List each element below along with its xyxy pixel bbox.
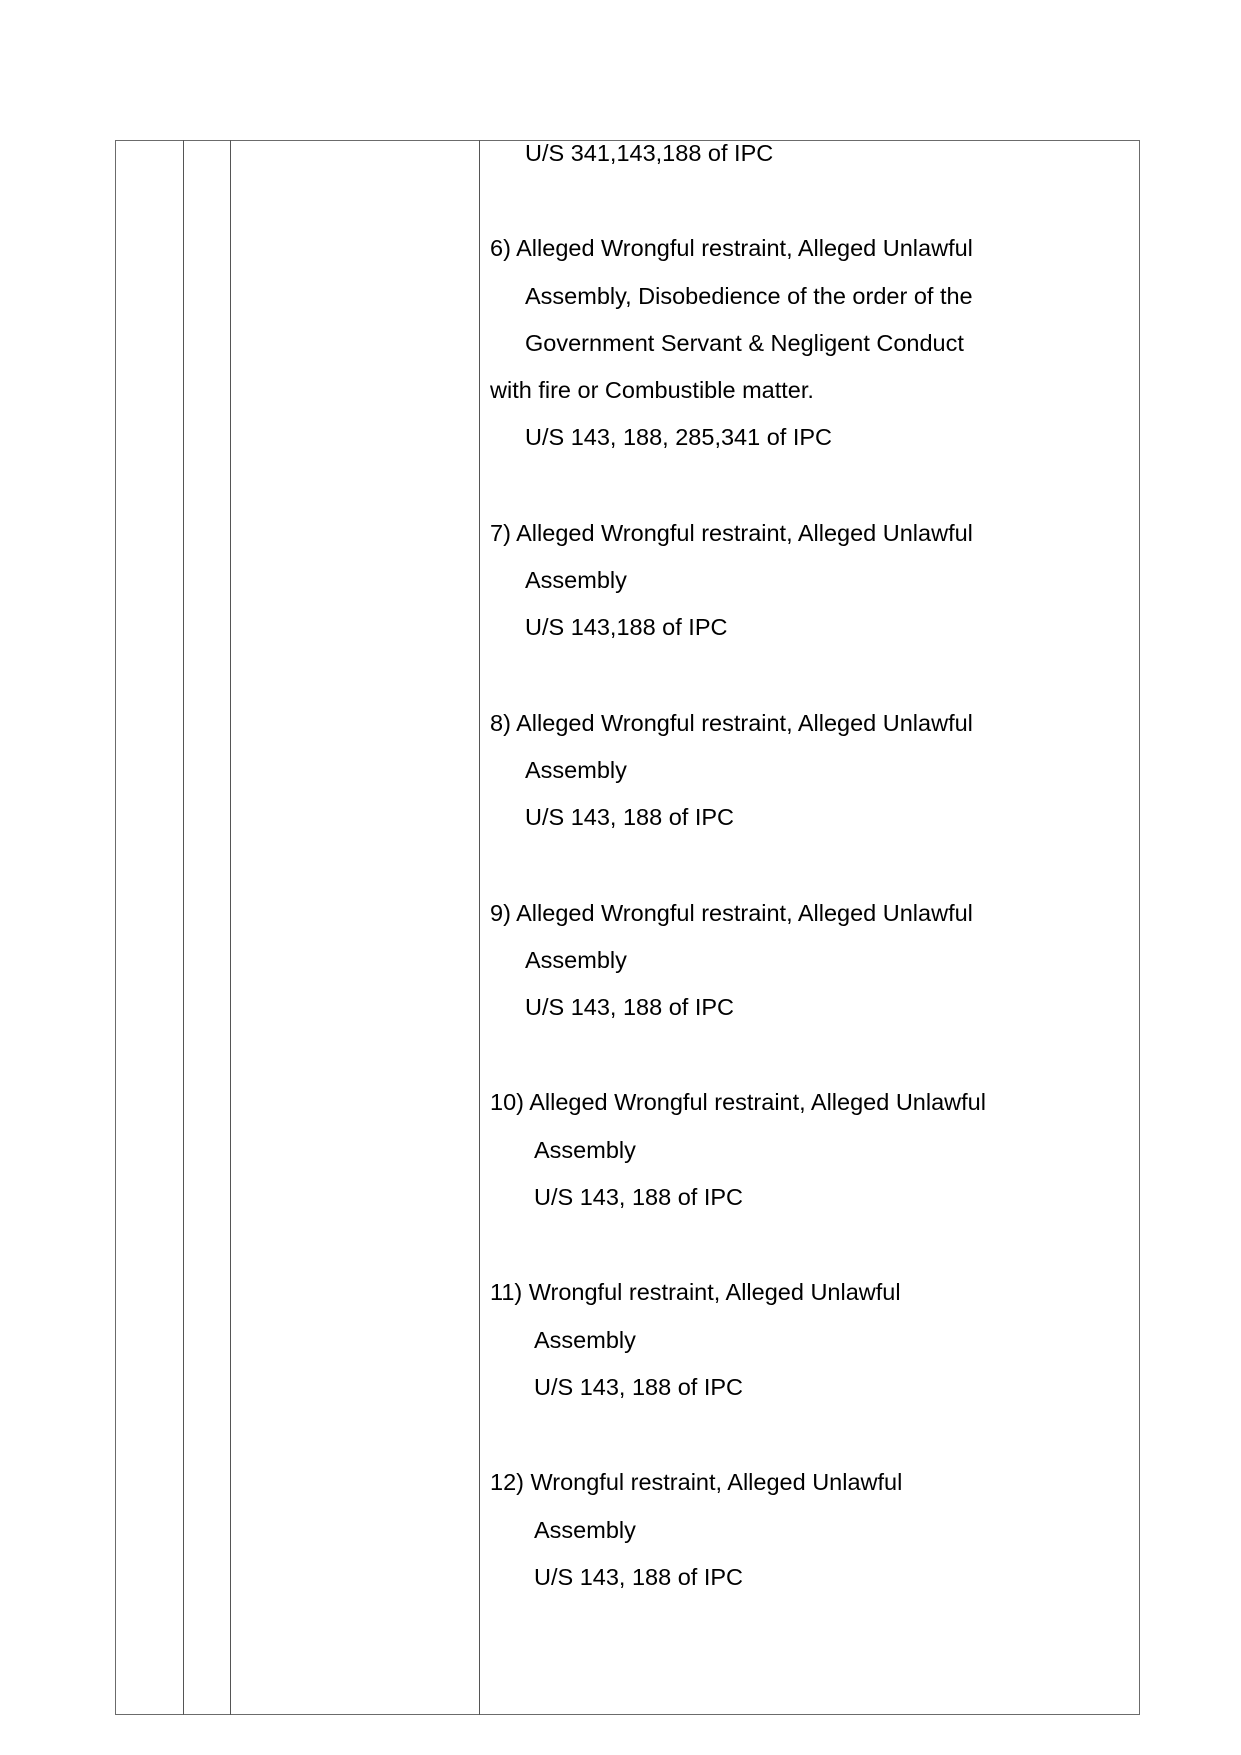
section-line: U/S 143, 188, 285,341 of IPC (525, 424, 833, 451)
section-line: U/S 143, 188 of IPC (525, 994, 735, 1021)
offence-heading: 6) Alleged Wrongful restraint, Alleged Unlawful (490, 235, 973, 262)
offence-text: Assembly (525, 567, 627, 594)
offence-item-8 (479, 700, 1139, 842)
offence-text: Assembly (534, 1516, 636, 1543)
offence-text: Assembly, Disobedience of the order of the (525, 282, 973, 309)
section-line: U/S 143, 188 of IPC (534, 1373, 744, 1400)
offence-item-11 (479, 1269, 1139, 1411)
column-divider-1 (183, 140, 184, 1715)
offence-text: Assembly (534, 1326, 636, 1353)
offence-item-9 (479, 890, 1139, 1032)
offence-heading: 9) Alleged Wrongful restraint, Alleged Unlawful (490, 899, 973, 926)
offence-heading: 8) Alleged Wrongful restraint, Alleged Unlawful (490, 709, 973, 736)
offence-heading: 10) Alleged Wrongful restraint, Alleged Unlawful (490, 1089, 986, 1116)
section-line: U/S 143, 188 of IPC (534, 1184, 744, 1211)
offences-cell (479, 140, 1139, 1601)
offence-text: with fire or Combustible matter. (490, 377, 814, 404)
section-line: U/S 341,143,188 of IPC (525, 140, 774, 166)
offence-item-6 (479, 225, 1139, 461)
offence-item-10 (479, 1079, 1139, 1221)
offence-item-12 (479, 1459, 1139, 1601)
offence-text: Assembly (525, 946, 627, 973)
section-line: U/S 143,188 of IPC (525, 614, 728, 641)
offence-text: Assembly (525, 756, 627, 783)
offence-item-7 (479, 510, 1139, 652)
section-line: U/S 143, 188 of IPC (534, 1563, 744, 1590)
column-divider-2 (230, 140, 231, 1715)
offence-text: Government Servant & Negligent Conduct (525, 329, 964, 356)
section-line: U/S 143, 188 of IPC (525, 804, 735, 831)
offence-heading: 12) Wrongful restraint, Alleged Unlawful (490, 1469, 903, 1496)
offence-heading: 7) Alleged Wrongful restraint, Alleged Unlawful (490, 519, 973, 546)
offence-text: Assembly (534, 1136, 636, 1163)
offence-heading: 11) Wrongful restraint, Alleged Unlawful (490, 1279, 901, 1306)
